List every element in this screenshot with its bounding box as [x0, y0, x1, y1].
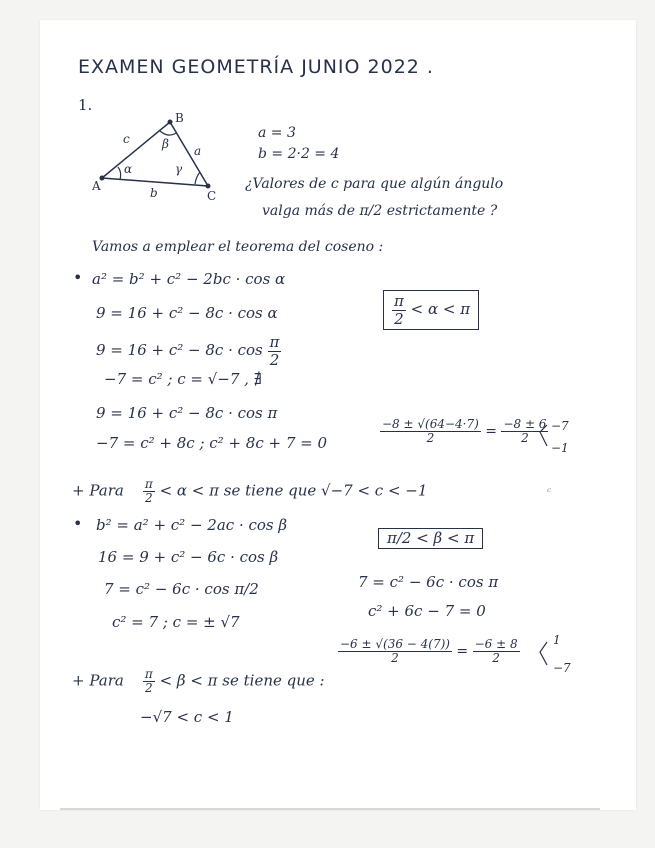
beta-eq1: b² = a² + c² − 2ac · cos β	[96, 516, 288, 534]
page-title: EXAMEN GEOMETRÍA JUNIO 2022 .	[78, 56, 434, 78]
alpha-eq4: −7 = c² ; c = √−7 , ∄	[104, 370, 262, 388]
beta-conclusion: + Para $\frac{\pi}{2}$ < β < π se tiene que :	[72, 667, 325, 696]
angle-gamma-label: γ	[175, 162, 183, 176]
angle-beta-label: β	[162, 137, 169, 151]
beta-root-1: 1	[553, 633, 561, 647]
question-line-2: valga más de π/2 estrictamente ?	[262, 203, 498, 219]
bullet-alpha: •	[73, 268, 83, 287]
side-b-label: b	[150, 186, 158, 200]
alpha-eq2: 9 = 16 + c² − 8c · cos α	[96, 304, 278, 322]
beta-eq4: c² = 7 ; c = ± √7	[112, 613, 240, 631]
alpha-eq1: a² = b² + c² − 2bc · cos α	[92, 270, 286, 288]
alpha-boxed-range: $\frac{\pi}{2}$ < α < π	[383, 290, 479, 330]
vertex-a-label: A	[92, 179, 101, 193]
alpha-quadratic: $\frac{-8 \pm √(64-4\cdot 7)}{2}$ = $\frac{-8 \pm 6}{2}$	[382, 417, 547, 446]
stray-mark: ᶜ	[547, 485, 552, 499]
alpha-root-2: −1	[551, 441, 569, 455]
beta-eq6: c² + 6c − 7 = 0	[368, 602, 486, 620]
side-a-label: a	[194, 144, 202, 158]
alpha-conclusion: + Para $\frac{\pi}{2}$ < α < π se tiene que √−7 < c < −1	[72, 477, 428, 506]
beta-eq5: 7 = c² − 6c · cos π	[358, 573, 499, 591]
problem-number: 1.	[78, 96, 93, 114]
beta-eq3: 7 = c² − 6c · cos π/2	[104, 580, 259, 598]
question-line-1: ¿Valores de c para que algún ángulo	[245, 176, 504, 192]
page-edge	[60, 808, 600, 810]
angle-alpha-label: α	[124, 162, 133, 176]
given-b: b = 2·2 = 4	[258, 146, 340, 162]
side-c-label: c	[123, 132, 130, 146]
alpha-eq3: 9 = 16 + c² − 8c · cos $\frac{\pi}{2}$	[96, 333, 280, 369]
alpha-eq6: −7 = c² + 8c ; c² + 8c + 7 = 0	[96, 434, 328, 452]
given-a: a = 3	[258, 125, 296, 141]
bullet-beta: •	[73, 514, 83, 533]
beta-final: −√7 < c < 1	[140, 708, 234, 726]
beta-quadratic: $\frac{-6 \pm √(36 - 4(7))}{2}$ = $\frac{-6 \pm 8}{2}$	[340, 637, 518, 666]
intro-text: Vamos a emplear el teorema del coseno :	[92, 239, 384, 255]
vertex-c-label: C	[207, 189, 217, 203]
alpha-root-1: −7	[551, 419, 569, 433]
vertex-b-label: B	[175, 111, 184, 125]
beta-root-2: −7	[553, 661, 571, 675]
alpha-eq5: 9 = 16 + c² − 8c · cos π	[96, 404, 278, 422]
beta-boxed-range: π/2 < β < π	[378, 528, 483, 549]
beta-eq2: 16 = 9 + c² − 6c · cos β	[98, 548, 279, 566]
